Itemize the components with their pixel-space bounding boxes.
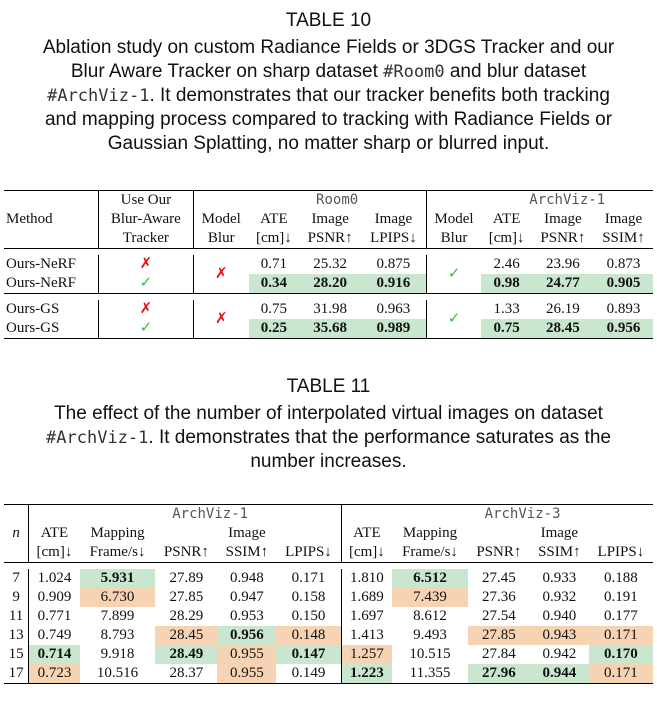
table-cell: 0.933 bbox=[542, 570, 577, 586]
table-cell: 0.956 bbox=[217, 626, 276, 645]
table-cell: 1.689 bbox=[341, 588, 392, 607]
table-cell: 0.873 bbox=[606, 256, 641, 272]
table-cell: 6.730 bbox=[80, 588, 156, 607]
table-cell bbox=[468, 524, 530, 543]
table-cell: 27.96 bbox=[468, 664, 530, 684]
table-cell: LPIPS↓ bbox=[597, 544, 645, 560]
header-lpips: Image bbox=[374, 211, 413, 227]
table-cell: Tracker bbox=[98, 229, 193, 249]
table-row bbox=[4, 626, 653, 645]
table-cell: 5.931 bbox=[80, 569, 156, 588]
table-cell: 0.188 bbox=[604, 570, 638, 586]
table-cell: Frame/s↓ bbox=[402, 544, 458, 560]
check-icon: ✓ bbox=[98, 319, 193, 339]
table-cell: 0.932 bbox=[542, 589, 577, 605]
table-cell: 28.20 bbox=[299, 274, 361, 294]
table-cell: 0.171 bbox=[291, 570, 326, 586]
table-cell: 24.77 bbox=[532, 274, 594, 294]
caption-line: and mapping process compared to tracking with Radiance Fields or bbox=[44, 109, 613, 130]
table-cell: 7 bbox=[12, 570, 20, 586]
table-cell: 1.223 bbox=[341, 664, 392, 684]
table-cell: 0.875 bbox=[376, 256, 411, 272]
table-cell: 10.516 bbox=[96, 665, 139, 681]
table-cell: 0.147 bbox=[276, 645, 341, 664]
header-group-archviz3: ArchViz-3 bbox=[484, 506, 561, 522]
table-cell: Mapping bbox=[402, 525, 458, 541]
table11-label: TABLE 11 bbox=[286, 376, 371, 397]
table-cell: 1.257 bbox=[341, 645, 392, 664]
table-cell: 9.918 bbox=[100, 646, 135, 662]
table-cell: 0.71 bbox=[260, 256, 288, 272]
table-row bbox=[4, 664, 653, 684]
table-cell: Blur-Aware bbox=[98, 210, 193, 229]
table-row bbox=[4, 255, 653, 274]
table-cell: 27.89 bbox=[169, 570, 204, 586]
caption-line: Ablation study on custom Radiance Fields or 3DGS Tracker and our bbox=[42, 37, 615, 58]
table-cell: 23.96 bbox=[546, 256, 580, 272]
table-cell: 35.68 bbox=[299, 319, 361, 339]
table-cell: Blur bbox=[193, 229, 248, 249]
table-cell: 15 bbox=[8, 646, 24, 662]
table-cell: Ours-NeRF bbox=[6, 256, 76, 272]
table-cell: ATE bbox=[341, 524, 392, 543]
table-cell: 0.944 bbox=[530, 664, 589, 684]
table-cell: 0.170 bbox=[589, 645, 653, 664]
table-cell: ATE bbox=[492, 211, 521, 227]
table-cell: 1.413 bbox=[341, 626, 392, 645]
table-cell: 0.893 bbox=[606, 301, 641, 317]
table-cell: 10.515 bbox=[409, 646, 451, 662]
table-cell: 27.45 bbox=[481, 570, 516, 586]
table-cell: 27.54 bbox=[481, 608, 516, 624]
table-cell: 0.171 bbox=[589, 626, 653, 645]
table-cell: 27.36 bbox=[481, 589, 516, 605]
table-row bbox=[4, 300, 653, 319]
table-cell bbox=[589, 524, 653, 543]
check-icon: ✓ bbox=[98, 274, 193, 294]
table-cell: 8.793 bbox=[100, 627, 135, 643]
table-cell: [cm]↓ bbox=[255, 230, 292, 246]
table-cell: 0.171 bbox=[589, 664, 653, 684]
table-cell: 0.25 bbox=[249, 319, 299, 339]
table-cell: 8.612 bbox=[413, 608, 447, 624]
header-n: n bbox=[12, 525, 20, 541]
table-cell: 0.149 bbox=[291, 665, 326, 681]
cross-icon: ✗ bbox=[193, 255, 248, 294]
table-cell: 0.75 bbox=[260, 301, 288, 317]
table-cell bbox=[155, 524, 217, 543]
caption-line: #ArchViz-1. It demonstrates that the performance saturates as the bbox=[46, 427, 611, 448]
table-cell: SSIM↑ bbox=[225, 544, 269, 560]
table-cell: 0.148 bbox=[276, 626, 341, 645]
table-cell: 17 bbox=[8, 665, 24, 681]
table-cell: 0.953 bbox=[230, 608, 264, 624]
table-cell: 28.45 bbox=[532, 319, 594, 339]
header-use-our: Use Our bbox=[98, 191, 193, 211]
header-ssim: Image bbox=[604, 211, 643, 227]
table-cell: 2.46 bbox=[493, 256, 520, 272]
table-cell: 25.32 bbox=[313, 256, 348, 272]
table-cell bbox=[29, 505, 80, 525]
table-cell: 0.989 bbox=[361, 319, 426, 339]
table-cell: Image bbox=[544, 211, 582, 227]
header-psnr: PSNR↑ bbox=[163, 544, 209, 560]
table-cell: 1.810 bbox=[341, 569, 392, 588]
table-cell: Model bbox=[426, 210, 481, 229]
table10-label: TABLE 10 bbox=[285, 10, 372, 31]
cross-icon: ✗ bbox=[98, 255, 193, 274]
table-cell: 0.905 bbox=[594, 274, 653, 294]
table-cell: 0.940 bbox=[542, 608, 577, 624]
table-cell: 0.955 bbox=[217, 664, 276, 684]
header-ate: ATE bbox=[260, 211, 288, 227]
table-cell: 0.956 bbox=[594, 319, 653, 339]
table-row bbox=[4, 645, 653, 664]
table11 bbox=[4, 504, 653, 684]
table-cell: 0.909 bbox=[29, 588, 80, 607]
table-cell: 28.45 bbox=[155, 626, 217, 645]
table-cell: 0.963 bbox=[376, 301, 411, 317]
table-cell: 28.37 bbox=[169, 665, 204, 681]
table-row bbox=[4, 569, 653, 588]
table-cell: 0.749 bbox=[29, 626, 80, 645]
table-cell: 0.150 bbox=[291, 608, 326, 624]
table-cell: Frame/s↓ bbox=[89, 544, 146, 560]
header-psnr: Image bbox=[311, 211, 349, 227]
caption-line: Gaussian Splatting, no matter sharp or blurred input. bbox=[107, 133, 550, 154]
table-cell: Ours-GS bbox=[6, 301, 60, 317]
table-cell bbox=[4, 543, 29, 563]
table-cell: 0.955 bbox=[217, 645, 276, 664]
table-cell: 26.19 bbox=[546, 301, 580, 317]
table11-caption bbox=[10, 402, 647, 474]
table-row bbox=[4, 607, 653, 626]
header-lpips: LPIPS↓ bbox=[285, 544, 332, 560]
table-cell: 31.98 bbox=[313, 301, 348, 317]
table-cell: 0.916 bbox=[361, 274, 426, 294]
caption-line: The effect of the number of interpolated virtual images on dataset bbox=[54, 403, 603, 424]
check-icon: ✓ bbox=[426, 300, 481, 339]
table-cell: 0.942 bbox=[542, 646, 577, 662]
table-cell bbox=[276, 524, 341, 543]
table-cell: 0.158 bbox=[291, 589, 326, 605]
caption-line: number increases. bbox=[250, 451, 407, 472]
table-cell: 28.29 bbox=[169, 608, 204, 624]
header-group-room0: Room0 bbox=[316, 192, 359, 208]
caption-line: Blur Aware Tracker on sharp dataset #Room0 and blur dataset bbox=[70, 61, 587, 82]
table-cell: 13 bbox=[8, 627, 24, 643]
header-group-archviz1: ArchViz-1 bbox=[529, 192, 606, 208]
table-cell: 1.33 bbox=[493, 301, 520, 317]
table-cell: LPIPS↓ bbox=[370, 230, 417, 246]
table-row bbox=[4, 588, 653, 607]
cross-icon: ✗ bbox=[98, 300, 193, 319]
table-cell: 0.191 bbox=[604, 589, 638, 605]
table-cell: 27.85 bbox=[169, 589, 204, 605]
table-cell: 9.493 bbox=[413, 627, 447, 643]
table-cell bbox=[426, 191, 481, 211]
header-method: Method bbox=[6, 211, 53, 227]
table-cell: SSIM↑ bbox=[538, 544, 581, 560]
table-cell: 1.024 bbox=[29, 569, 80, 588]
table-cell: Ours-NeRF bbox=[6, 275, 76, 291]
table-cell: 27.84 bbox=[481, 646, 516, 662]
table-cell: 0.34 bbox=[249, 274, 299, 294]
table-cell: Ours-GS bbox=[6, 320, 60, 336]
table-cell: 0.714 bbox=[29, 645, 80, 664]
table-cell: 0.943 bbox=[530, 626, 589, 645]
table-cell: 0.771 bbox=[29, 607, 80, 626]
table-cell: PSNR↑ bbox=[476, 544, 522, 560]
table-cell bbox=[341, 505, 392, 525]
table-cell: 9 bbox=[12, 589, 20, 605]
header-model-blur: Model bbox=[193, 210, 248, 229]
table-cell: 28.49 bbox=[155, 645, 217, 664]
table-cell: 0.947 bbox=[230, 589, 264, 605]
table-cell: 27.85 bbox=[468, 626, 530, 645]
table-cell: [cm]↓ bbox=[341, 543, 392, 563]
table-cell: SSIM↑ bbox=[602, 230, 645, 246]
cross-icon: ✗ bbox=[193, 300, 248, 339]
table-cell: Image bbox=[540, 525, 579, 541]
table10 bbox=[4, 190, 653, 339]
table-cell: 11.355 bbox=[409, 665, 451, 681]
table-cell: 0.948 bbox=[230, 570, 264, 586]
table-cell: 7.439 bbox=[392, 588, 468, 607]
table-cell: 11 bbox=[8, 608, 24, 624]
table-row bbox=[4, 274, 653, 294]
header-group-archviz1: ArchViz-1 bbox=[172, 506, 249, 522]
table-cell: 6.512 bbox=[392, 569, 468, 588]
table-cell: 7.899 bbox=[100, 608, 135, 624]
header-ate: ATE bbox=[29, 524, 80, 543]
table-row bbox=[4, 319, 653, 339]
table10-caption bbox=[10, 36, 647, 156]
caption-line: #ArchViz-1. It demonstrates that our tracker benefits both tracking bbox=[47, 85, 610, 106]
table-cell: PSNR↑ bbox=[540, 230, 586, 246]
table-cell: 0.177 bbox=[604, 608, 638, 624]
table-cell: Blur bbox=[426, 229, 481, 249]
table-cell: 0.723 bbox=[29, 664, 80, 684]
table-cell bbox=[4, 505, 29, 525]
table-cell: 1.697 bbox=[341, 607, 392, 626]
header-ssim: Image bbox=[228, 525, 266, 541]
table-cell: [cm]↓ bbox=[488, 230, 525, 246]
table-cell bbox=[193, 191, 248, 211]
table-cell: 0.98 bbox=[481, 274, 531, 294]
table-cell: PSNR↑ bbox=[307, 230, 353, 246]
table-cell: [cm]↓ bbox=[29, 543, 80, 563]
header-mapping: Mapping bbox=[90, 525, 145, 541]
check-icon: ✓ bbox=[426, 255, 481, 294]
table-cell: 0.75 bbox=[481, 319, 531, 339]
